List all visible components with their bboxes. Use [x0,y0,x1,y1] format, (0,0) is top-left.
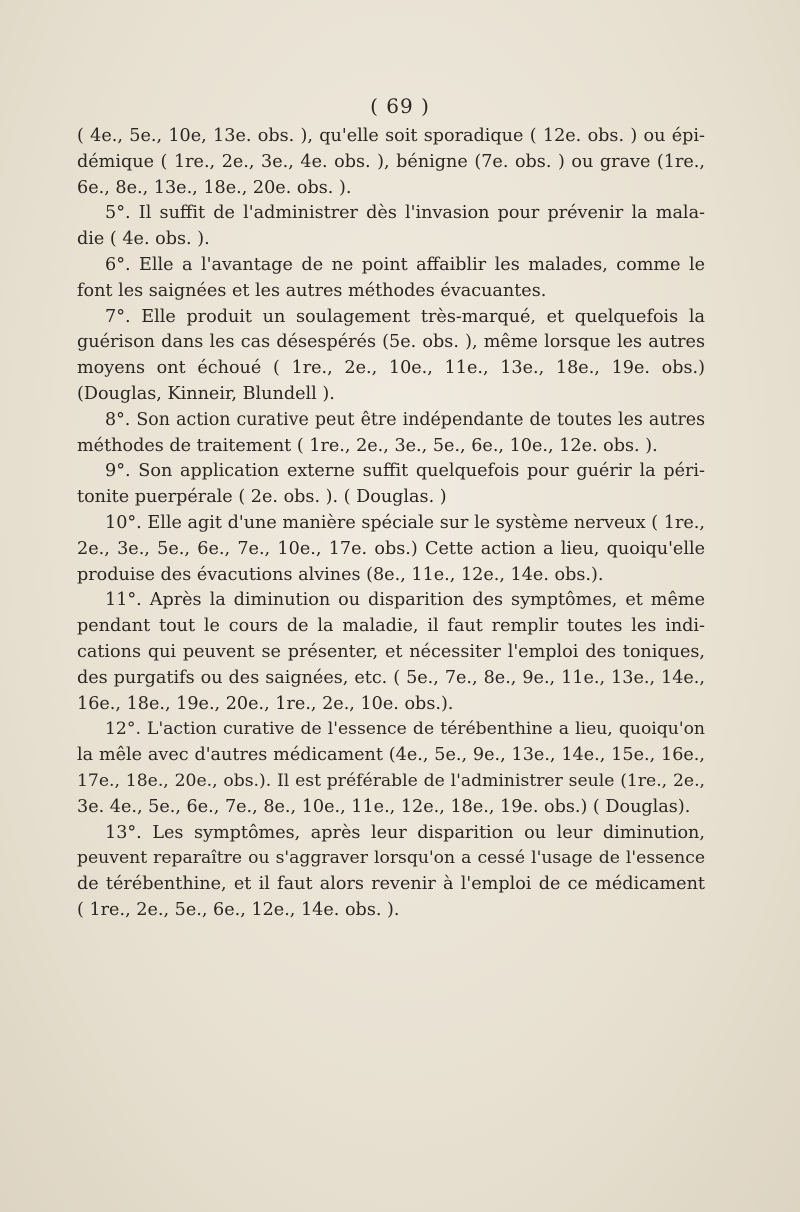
text-line: die ( 4e. obs. ). [77,229,210,250]
text-line: 7°. Elle produit un soulagement très-marqué, et quelquefois la [105,306,705,327]
text-line: 17e., 18e., 20e., obs.). Il est préférable de l'administrer seule (1re., 2e., [77,770,705,791]
text-line: 6°. Elle a l'avantage de ne point affaiblir les malades, comme le [105,254,705,275]
text-line: pendant tout le cours de la maladie, il faut remplir toutes les indi- [77,616,705,637]
text-line: guérison dans les cas désespérés (5e. obs. ), même lorsque les autres [77,332,705,353]
text-line: 12°. L'action curative de l'essence de térébenthine a lieu, quoiqu'on [105,719,705,740]
text-line: 3e. 4e., 5e., 6e., 7e., 8e., 10e., 11e., 12e., 18e., 19e. obs.) ( Douglas). [77,796,691,817]
text-line: ( 1re., 2e., 5e., 6e., 12e., 14e. obs. ). [77,899,400,920]
text-line: produise des évacutions alvines (8e., 11e., 12e., 14e. obs.). [77,564,604,585]
text-line: des purgatifs ou des saignées, etc. ( 5e., 7e., 8e., 9e., 11e., 13e., 14e., [77,667,705,688]
text-line: 6e., 8e., 13e., 18e., 20e. obs. ). [77,177,352,198]
text-line: démique ( 1re., 2e., 3e., 4e. obs. ), bénigne (7e. obs. ) ou grave (1re., [77,151,705,172]
text-line: 10°. Elle agit d'une manière spéciale sur le système nerveux ( 1re., [105,512,705,533]
body-text [77,124,705,924]
text-line: 9°. Son application externe suffit quelquefois pour guérir la péri- [105,461,705,482]
text-line: moyens ont échoué ( 1re., 2e., 10e., 11e., 13e., 18e., 19e. obs.) [77,358,705,379]
text-line: 16e., 18e., 19e., 20e., 1re., 2e., 10e. obs.). [77,693,454,714]
text-line: 5°. Il suffit de l'administrer dès l'invasion pour prévenir la mala- [105,203,705,224]
text-line: font les saignées et les autres méthodes évacuantes. [77,280,547,301]
text-line: 11°. Après la diminution ou disparition des symptômes, et même [105,590,705,611]
text-line: la mêle avec d'autres médicament (4e., 5e., 9e., 13e., 14e., 15e., 16e., [77,745,705,766]
text-line: cations qui peuvent se présenter, et nécessiter l'emploi des toniques, [77,641,705,662]
text-line: ( 4e., 5e., 10e, 13e. obs. ), qu'elle soit sporadique ( 12e. obs. ) ou épi- [77,126,705,146]
page-number: ( 69 ) [370,94,430,118]
text-line: peuvent reparaître ou s'aggraver lorsqu'on a cessé l'usage de l'essence [77,848,705,869]
text-line: 13°. Les symptômes, après leur disparition ou leur diminution, [105,822,705,843]
text-line: 2e., 3e., 5e., 6e., 7e., 10e., 17e. obs.) Cette action a lieu, quoiqu'elle [77,538,705,559]
text-line: 8°. Son action curative peut être indépendante de toutes les autres [105,409,705,430]
text-line: tonite puerpérale ( 2e. obs. ). ( Douglas. ) [77,487,447,508]
text-line: méthodes de traitement ( 1re., 2e., 3e., 5e., 6e., 10e., 12e. obs. ). [77,435,658,456]
text-line: (Douglas, Kinneir, Blundell ). [77,383,335,404]
text-line: de térébenthine, et il faut alors revenir à l'emploi de ce médicament [77,874,705,895]
